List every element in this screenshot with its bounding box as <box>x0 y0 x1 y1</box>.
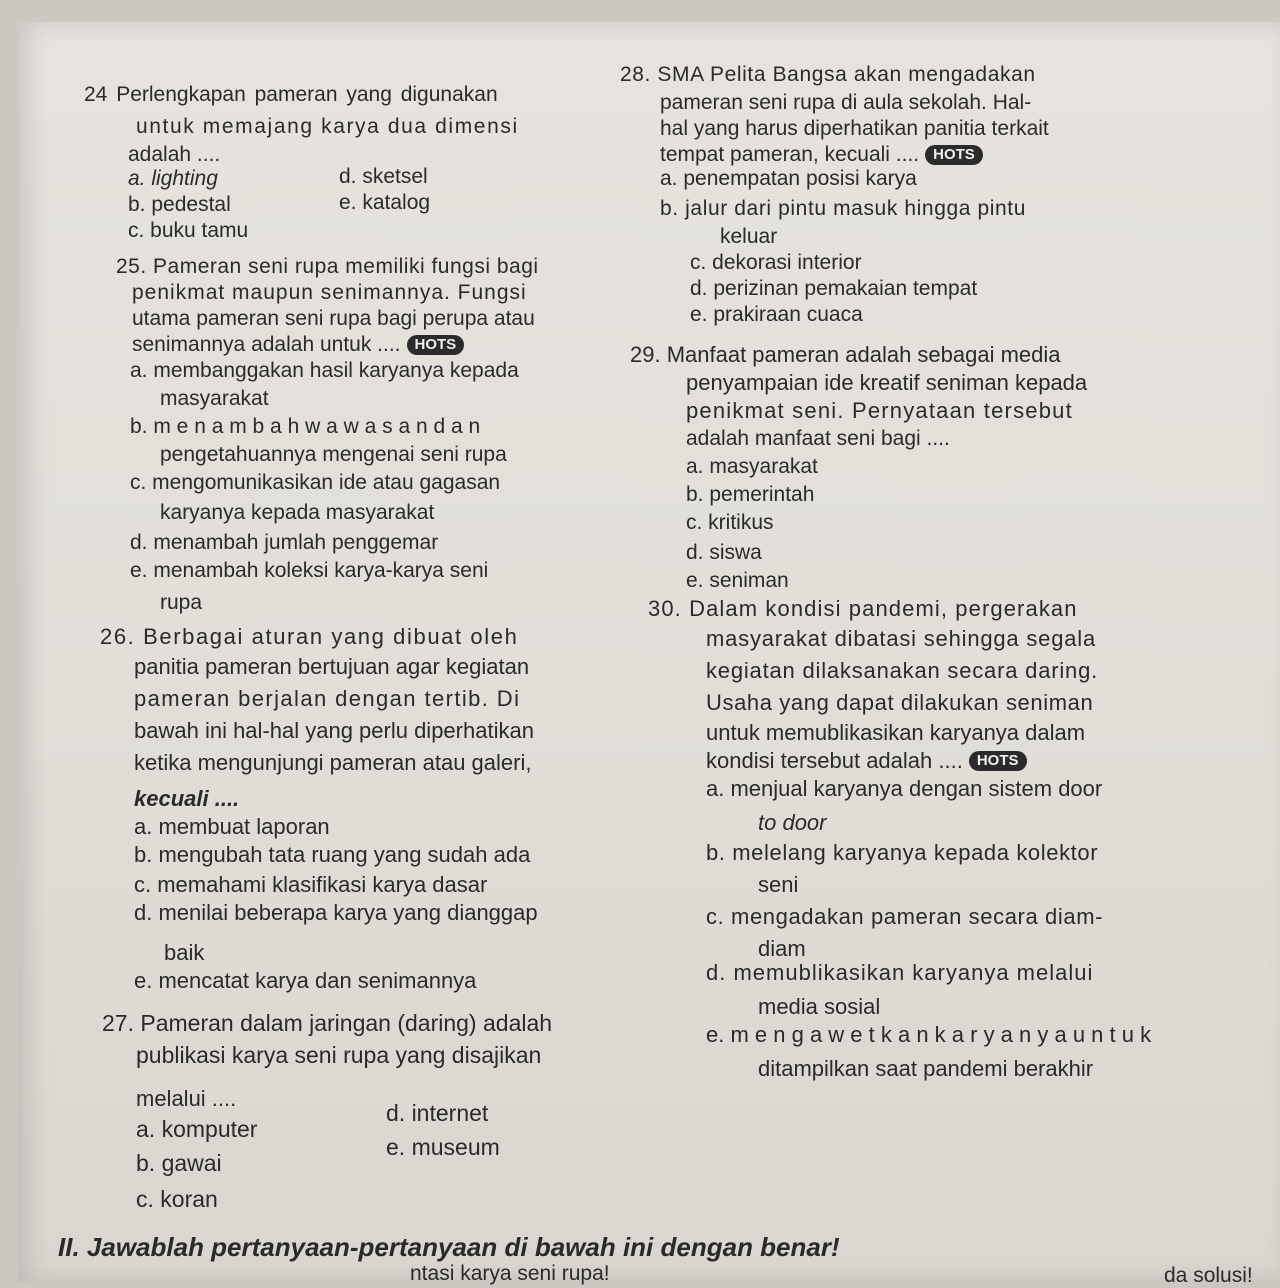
section-2-heading: II. Jawablah pertanyaan-pertanyaan di bawah ini dengan benar! <box>58 1232 840 1262</box>
q30-option-a-cont: to door <box>758 810 827 835</box>
q30-option-c-cont: diam <box>758 936 806 961</box>
q30-option-d-cont: media sosial <box>758 994 881 1019</box>
section-2-cut-line-right: da solusi! <box>1164 1264 1253 1287</box>
q30-stem-4: Usaha yang dapat dilakukan seniman <box>706 690 1094 715</box>
worksheet-page <box>18 22 1280 1287</box>
q25-option-d[interactable]: d. menambah jumlah penggemar <box>130 531 439 554</box>
q28-option-b[interactable]: b. jalur dari pintu masuk hingga pintu <box>660 197 1027 220</box>
q27-option-e[interactable]: e. museum <box>386 1134 500 1160</box>
q30-stem-6: kondisi tersebut adalah .... <box>706 748 963 773</box>
q25-hots-badge: HOTS <box>407 335 465 355</box>
q29-option-c[interactable]: c. kritikus <box>686 511 774 534</box>
q26-stem-4: bawah ini hal-hal yang perlu diperhatikan <box>134 718 534 743</box>
q24-stem-2: untuk memajang karya dua dimensi <box>136 115 519 138</box>
q30-stem-6-row <box>706 746 1027 776</box>
q26-stem-3: pameran berjalan dengan tertib. Di <box>134 686 521 711</box>
q28-option-b-cont: keluar <box>720 225 778 248</box>
q24-option-d[interactable]: d. sketsel <box>339 165 428 188</box>
q28-stem-1: 28. SMA Pelita Bangsa akan mengadakan <box>620 63 1036 86</box>
q29-option-a[interactable]: a. masyarakat <box>686 455 818 478</box>
q30-option-e-cont: ditampilkan saat pandemi berakhir <box>758 1056 1094 1081</box>
q27-option-b[interactable]: b. gawai <box>136 1150 222 1176</box>
q25-stem-2: penikmat maupun senimannya. Fungsi <box>132 281 527 304</box>
q30-hots-badge: HOTS <box>969 751 1027 771</box>
q27-stem-2: publikasi karya seni rupa yang disajikan <box>136 1042 542 1068</box>
q28-stem-2: pameran seni rupa di aula sekolah. Hal- <box>660 91 1032 114</box>
q25-option-c-cont: karyanya kepada masyarakat <box>160 501 435 524</box>
q25-option-b-cont: pengetahuannya mengenai seni rupa <box>160 443 507 466</box>
q26-option-a[interactable]: a. membuat laporan <box>134 814 330 839</box>
q26-stem-2: panitia pameran bertujuan agar kegiatan <box>134 654 530 679</box>
q28-hots-badge: HOTS <box>925 145 983 165</box>
q27-stem-1: 27. Pameran dalam jaringan (daring) adalah <box>102 1010 553 1036</box>
q26-option-d[interactable]: d. menilai beberapa karya yang dianggap <box>134 900 538 925</box>
q27-stem-3: melalui .... <box>136 1086 237 1111</box>
q26-option-e[interactable]: e. mencatat karya dan senimannya <box>134 968 477 993</box>
q24-stem-1: 24 Perlengkapan pameran yang digunakan <box>84 83 498 106</box>
q29-option-e[interactable]: e. seniman <box>686 569 789 592</box>
q26-kecuali: kecuali .... <box>134 786 240 811</box>
q29-option-b[interactable]: b. pemerintah <box>686 483 815 506</box>
q26-option-d-cont: baik <box>164 940 205 965</box>
q28-option-e[interactable]: e. prakiraan cuaca <box>690 303 863 326</box>
q28-stem-3: hal yang harus diperhatikan panitia terkait <box>660 117 1049 140</box>
q29-stem-2: penyampaian ide kreatif seniman kepada <box>686 370 1088 395</box>
q30-option-e[interactable]: e. m e n g a w e t k a n k a r y a n y a u n t u k <box>706 1022 1152 1047</box>
q29-stem-4: adalah manfaat seni bagi .... <box>686 427 950 450</box>
q24-stem-3: adalah .... <box>128 143 221 166</box>
q27-option-d[interactable]: d. internet <box>386 1100 489 1126</box>
q25-option-a[interactable]: a. membanggakan hasil karyanya kepada <box>130 359 519 382</box>
q30-stem-1: 30. Dalam kondisi pandemi, pergerakan <box>648 596 1078 621</box>
q24-option-a[interactable]: a. lighting <box>128 167 218 190</box>
q30-option-c[interactable]: c. mengadakan pameran secara diam- <box>706 904 1104 929</box>
q28-option-d[interactable]: d. perizinan pemakaian tempat <box>690 277 978 300</box>
q29-stem-3: penikmat seni. Pernyataan tersebut <box>686 398 1073 423</box>
q26-stem-5: ketika mengunjungi pameran atau galeri, <box>134 750 532 775</box>
q25-option-a-cont: masyarakat <box>160 387 269 410</box>
q27-option-a[interactable]: a. komputer <box>136 1116 258 1142</box>
q25-stem-3: utama pameran seni rupa bagi perupa atau <box>132 307 535 330</box>
q25-option-c[interactable]: c. mengomunikasikan ide atau gagasan <box>130 471 501 494</box>
q26-stem-1: 26. Berbagai aturan yang dibuat oleh <box>100 624 519 649</box>
q27-option-c[interactable]: c. koran <box>136 1186 218 1212</box>
q24-option-e[interactable]: e. katalog <box>339 191 431 214</box>
q24-option-c[interactable]: c. buku tamu <box>128 219 249 242</box>
q26-option-b[interactable]: b. mengubah tata ruang yang sudah ada <box>134 842 531 867</box>
q29-stem-1: 29. Manfaat pameran adalah sebagai media <box>630 342 1061 367</box>
q30-stem-3: kegiatan dilaksanakan secara daring. <box>706 658 1099 683</box>
q25-option-e[interactable]: e. menambah koleksi karya-karya seni <box>130 559 489 582</box>
q30-option-a[interactable]: a. menjual karyanya dengan sistem door <box>706 776 1103 801</box>
q28-option-c[interactable]: c. dekorasi interior <box>690 251 862 274</box>
q25-stem-1: 25. Pameran seni rupa memiliki fungsi bagi <box>116 255 539 278</box>
q28-option-a[interactable]: a. penempatan posisi karya <box>660 167 917 190</box>
q30-option-d[interactable]: d. memublikasikan karyanya melalui <box>706 960 1094 985</box>
q30-stem-2: masyarakat dibatasi sehingga segala <box>706 626 1097 651</box>
q29-option-d[interactable]: d. siswa <box>686 541 762 564</box>
q30-stem-5: untuk memublikasikan karyanya dalam <box>706 720 1086 745</box>
q28-stem-4: tempat pameran, kecuali .... <box>660 143 920 166</box>
q26-option-c[interactable]: c. memahami klasifikasi karya dasar <box>134 872 488 897</box>
q30-option-b-cont: seni <box>758 872 799 897</box>
q30-option-b[interactable]: b. melelang karyanya kepada kolektor <box>706 840 1099 865</box>
q25-stem-4: senimannya adalah untuk .... <box>132 333 401 356</box>
q25-option-e-cont: rupa <box>160 591 203 614</box>
q24-option-b[interactable]: b. pedestal <box>128 193 231 216</box>
section-2-cut-line-left: ntasi karya seni rupa! <box>410 1262 610 1285</box>
q25-option-b[interactable]: b. m e n a m b a h w a w a s a n d a n <box>130 415 481 438</box>
